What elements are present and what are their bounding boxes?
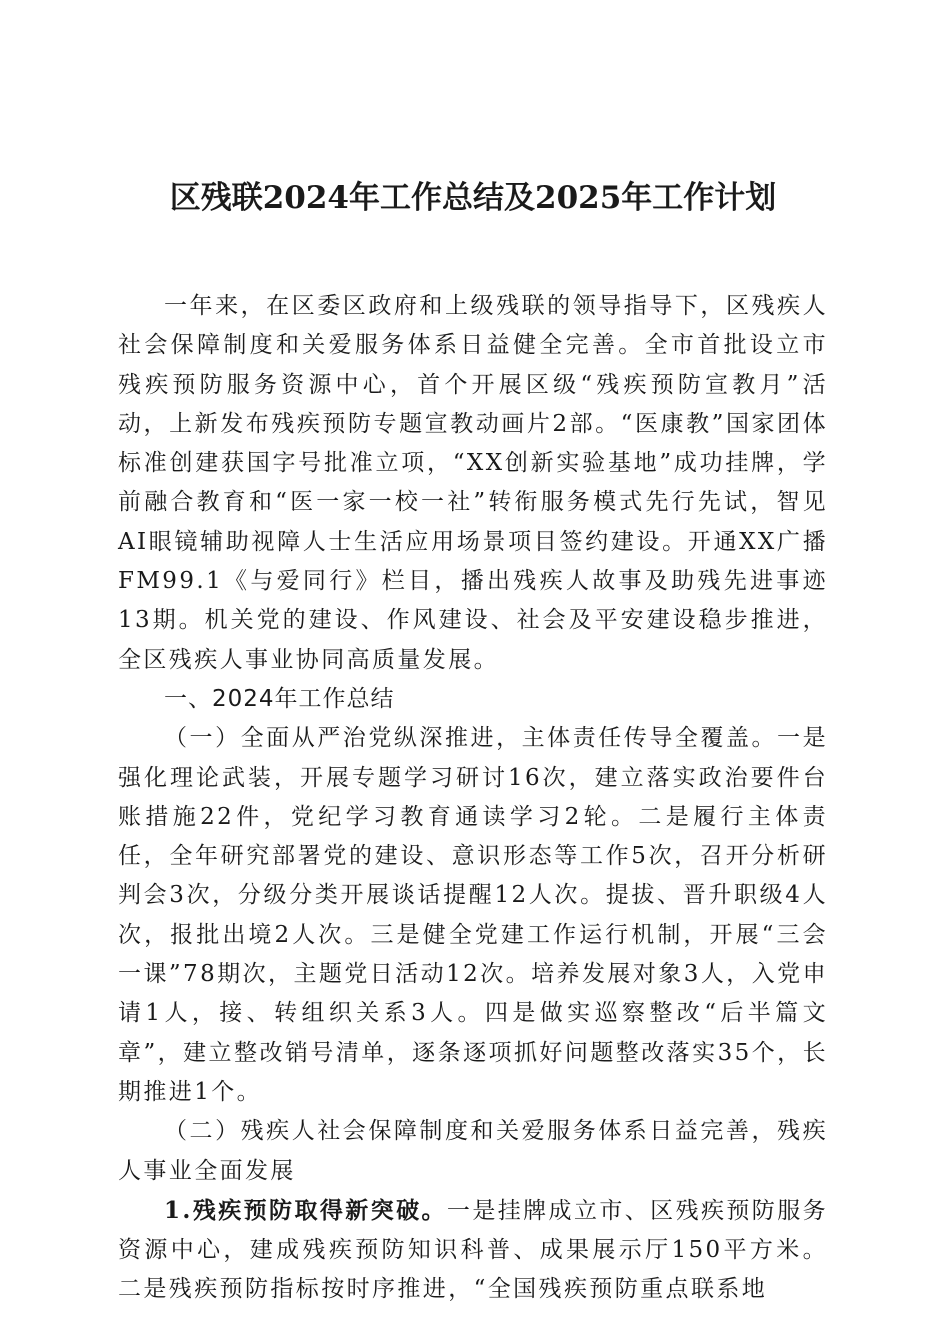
subsection-1-paragraph: （一）全面从严治党纵深推进，主体责任传导全覆盖。一是强化理论武装，开展专题学习研讨16次，建立落实政治要件台账措施22件，党纪学习教育通读学习2轮。二是履行主体责任，全年研究部署党的建设、意识形态等工作5次，召开分析研判会3次，分级分类开展谈话提醒12人次。提拔、晋升职级4人次，报批出境2人次。三是健全党建工作运行机制，开展“三会一课”78期次，主题党日活动12次。培养发展对象3人，入党申请1人，接、转组织关系3人。四是做实巡察整改“后半篇文章”，建立整改销号清单，逐条逐项抓好问题整改落实35个，长期推进1个。 — [118, 725, 828, 1105]
item-1-text: 一是挂牌成立市、区残疾预防服务资源中心，建成残疾预防知识科普、成果展示厅150平方米。二是残疾预防指标按时序推进，“全国残疾预防重点联系地 — [118, 1197, 829, 1303]
intro-paragraph: 一年来，在区委区政府和上级残联的领导指导下，区残疾人社会保障制度和关爱服务体系日益健全完善。全市首批设立市残疾预防服务资源中心，首个开展区级“残疾预防宣教月”活动，上新发布残疾预防专题宣教动画片2部。“医康教”国家团体标准创建获国字号批准立项，“XX创新实验基地”成功挂牌，学前融合教育和“医一家一校一社”转衔服务模式先行先试，智见AI眼镜辅助视障人士生活应用场景项目签约建设。开通XX广播FM99.1《与爱同行》栏目，播出残疾人故事及助残先进事迹13期。机关党的建设、作风建设、社会及平安建设稳步推进，全区残疾人事业协同高质量发展。 — [118, 293, 828, 673]
document-body — [118, 287, 828, 1310]
section-heading-2024-summary: 一、2024年工作总结 — [164, 685, 395, 712]
document-title: 区残联2024年工作总结及2025年工作计划 — [169, 180, 777, 216]
item-1-paragraph — [118, 1191, 828, 1310]
item-1-lead: 1.残疾预防取得新突破。 — [164, 1196, 447, 1224]
subsection-2-heading: （二）残疾人社会保障制度和关爱服务体系日益完善，残疾人事业全面发展 — [118, 1118, 828, 1184]
